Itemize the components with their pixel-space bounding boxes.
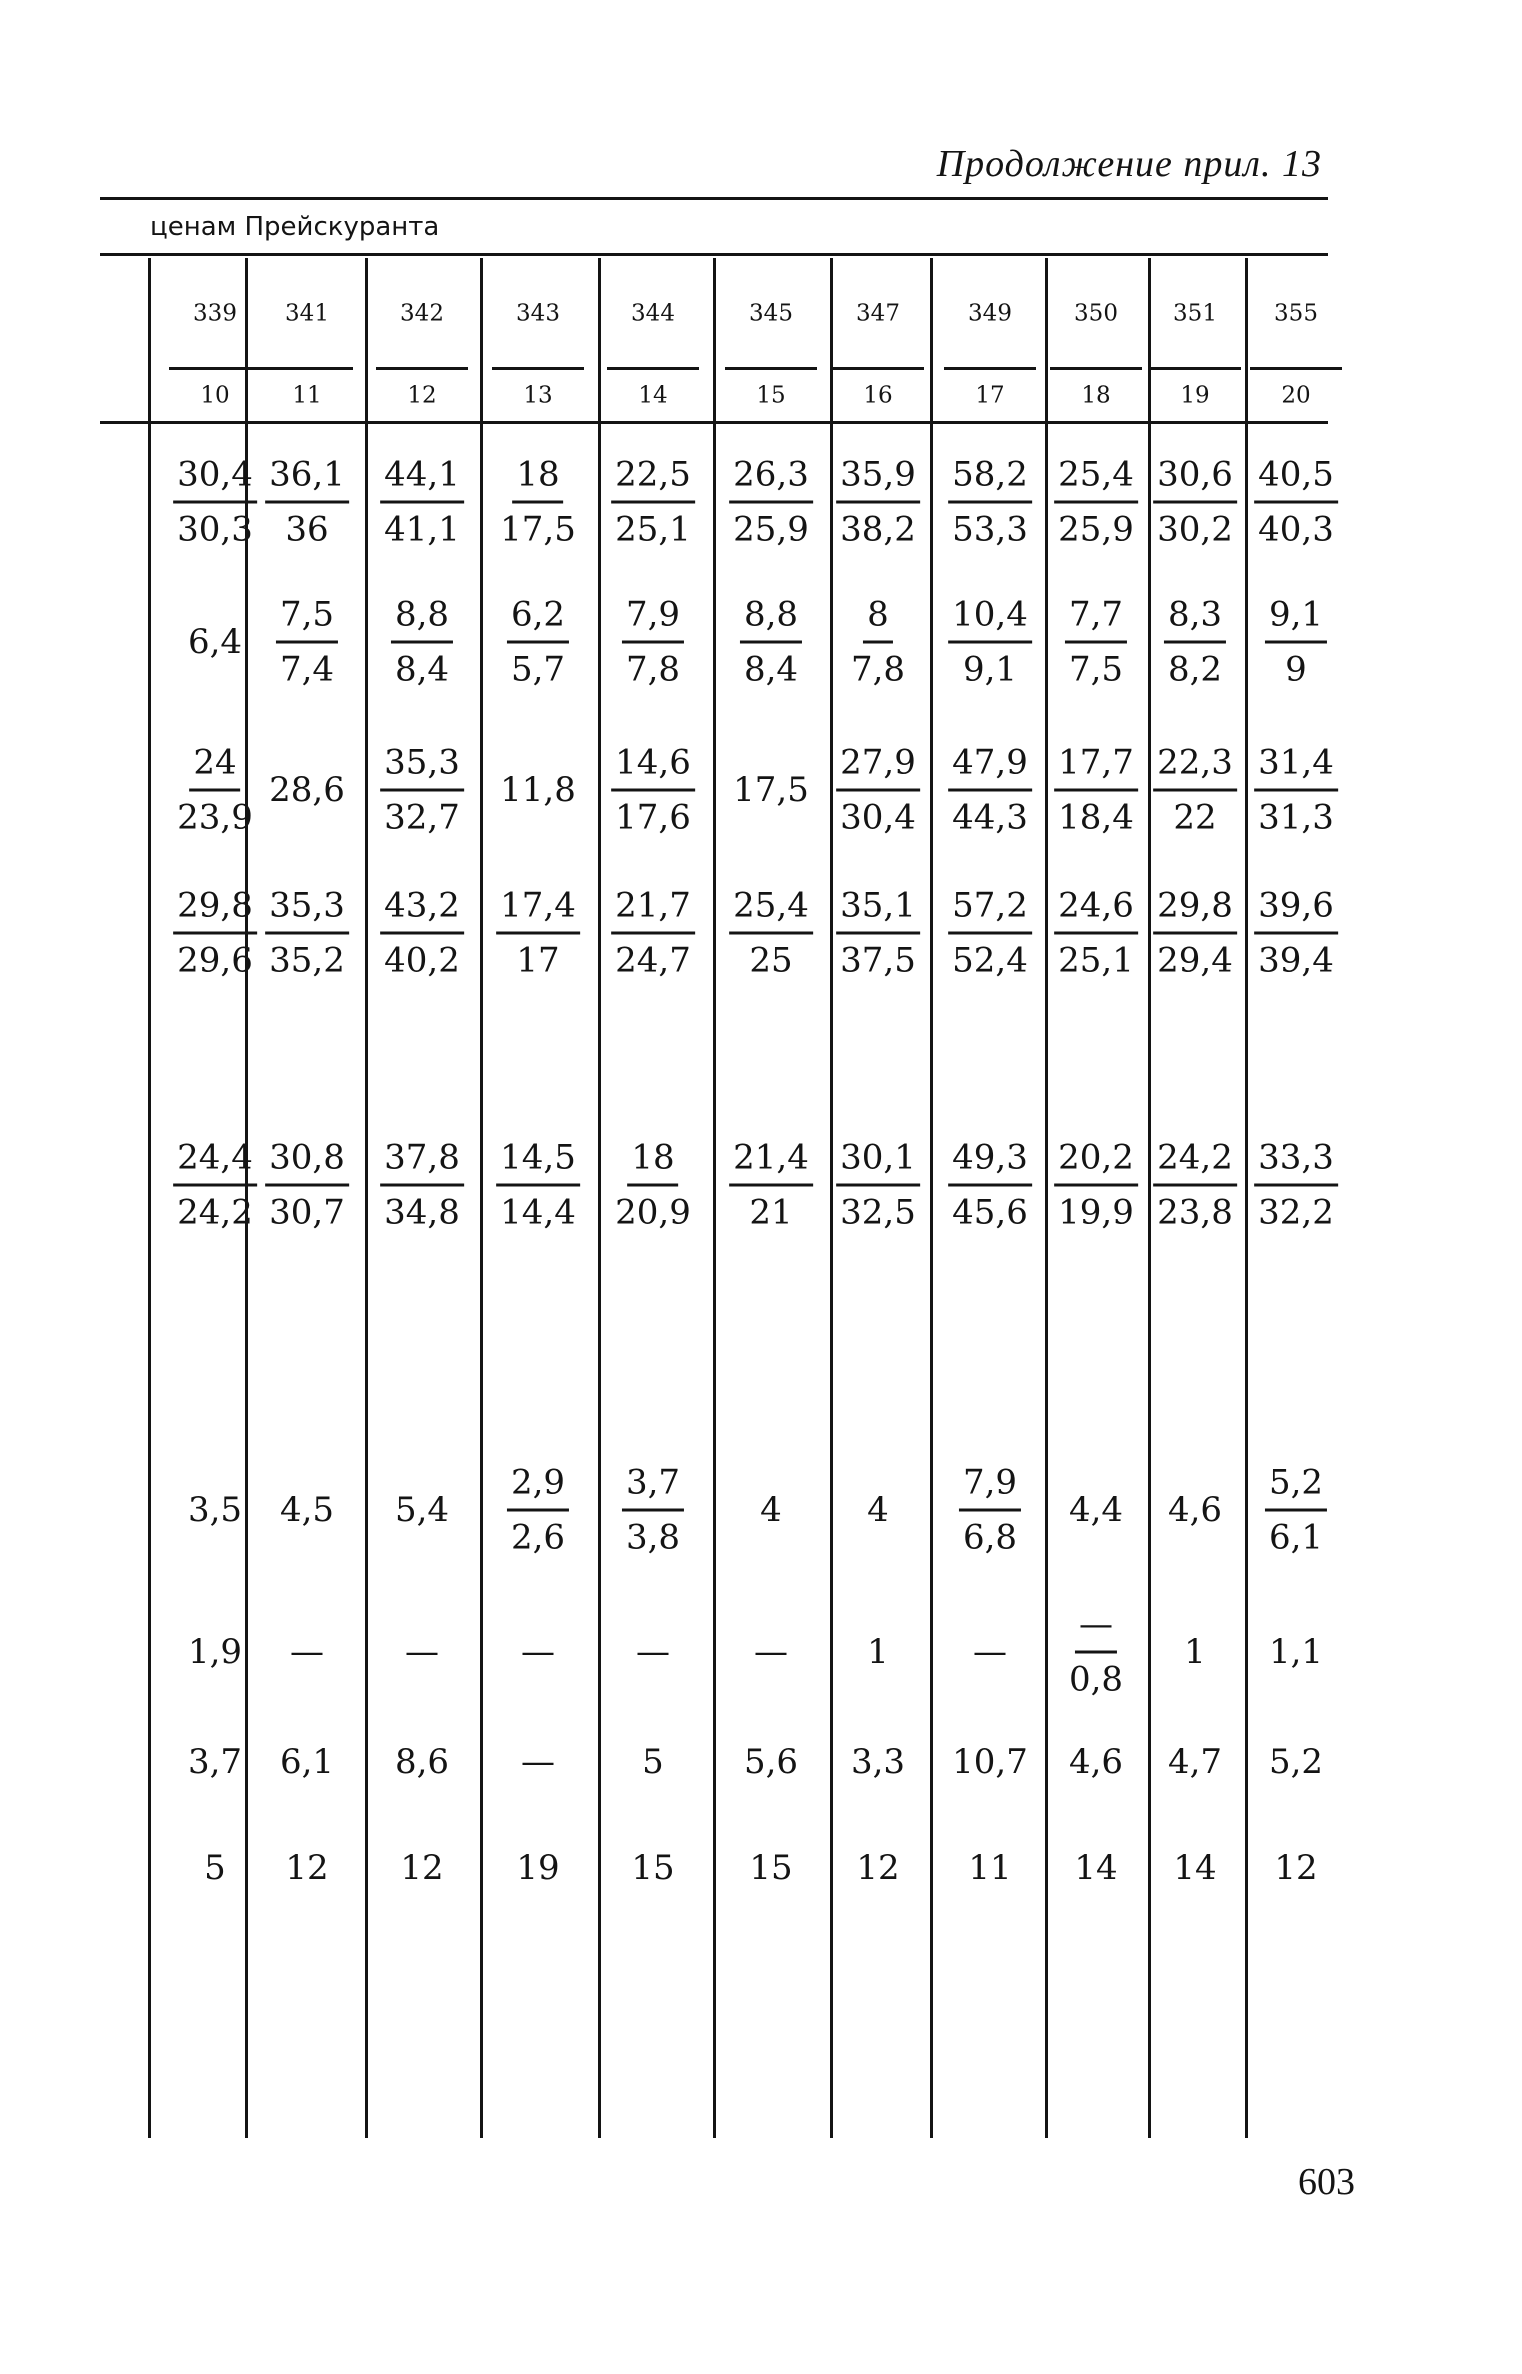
denominator: 32,5: [840, 1192, 916, 1233]
numerator: 24: [189, 746, 240, 792]
value-cell: 1,9: [187, 1632, 243, 1672]
column-code: 342: [400, 300, 444, 327]
denominator: 30,3: [177, 509, 253, 550]
table-caption: ценам Прейскуранта: [150, 212, 440, 242]
column-code: 345: [749, 300, 793, 327]
fraction-cell: [836, 1137, 920, 1233]
denominator: 29,6: [177, 940, 253, 981]
fraction-cell: [380, 454, 464, 550]
table-top-rule: [100, 197, 1328, 200]
fraction-cell: [391, 594, 453, 690]
fraction-cell: [948, 594, 1032, 690]
fraction-cell: [611, 742, 695, 838]
fraction-cell: [507, 594, 569, 690]
column-number: 15: [756, 382, 786, 409]
value-cell: 4,6: [1167, 1490, 1223, 1530]
numerator: 6,2: [507, 598, 569, 644]
column-number: 13: [523, 382, 553, 409]
denominator: 52,4: [952, 940, 1028, 981]
column-border: [480, 258, 483, 2138]
numerator: 30,1: [836, 1141, 920, 1187]
numerator: 44,1: [380, 458, 464, 504]
fraction-cell: [948, 885, 1032, 981]
column-number: 19: [1180, 382, 1210, 409]
denominator: 9,1: [962, 649, 1018, 690]
denominator: 8,4: [743, 649, 799, 690]
value-cell: 11,8: [500, 770, 576, 810]
numerator: 39,6: [1254, 889, 1338, 935]
value-cell: 4,7: [1167, 1742, 1223, 1782]
denominator: 29,4: [1157, 940, 1233, 981]
denominator: 31,3: [1258, 797, 1334, 838]
fraction-cell: [1265, 1462, 1327, 1558]
numerator: 35,9: [836, 458, 920, 504]
value-cell: —: [521, 1742, 555, 1782]
numerator: 8,3: [1164, 598, 1226, 644]
fraction-cell: [622, 1462, 684, 1558]
numerator: 57,2: [948, 889, 1032, 935]
value-cell: 5,4: [394, 1490, 450, 1530]
numerator: 30,8: [265, 1141, 349, 1187]
denominator: 0,8: [1068, 1659, 1124, 1700]
denominator: 8,4: [394, 649, 450, 690]
denominator: 2,6: [510, 1517, 566, 1558]
value-cell: —: [973, 1632, 1007, 1672]
fraction-cell: [1254, 454, 1338, 550]
value-cell: 1: [1184, 1632, 1206, 1672]
value-cell: 1,1: [1268, 1632, 1324, 1672]
numerator: 58,2: [948, 458, 1032, 504]
numerator: 22,5: [611, 458, 695, 504]
numerator: 14,5: [496, 1141, 580, 1187]
column-code: 344: [631, 300, 675, 327]
denominator: 7,8: [625, 649, 681, 690]
denominator: 17: [516, 940, 560, 981]
value-cell: 6,4: [187, 622, 243, 662]
denominator: 7,4: [279, 649, 335, 690]
fraction-cell: [265, 454, 349, 550]
numerator: 30,4: [173, 458, 257, 504]
header-divider: [725, 367, 817, 370]
fraction-cell: [496, 1137, 580, 1233]
denominator: 3,8: [625, 1517, 681, 1558]
value-cell: 12: [1274, 1848, 1318, 1888]
value-cell: 5,6: [743, 1742, 799, 1782]
numerator: 3,7: [622, 1466, 684, 1512]
denominator: 25: [749, 940, 793, 981]
fraction-cell: [959, 1462, 1021, 1558]
denominator: 23,9: [177, 797, 253, 838]
numerator: 21,4: [729, 1141, 813, 1187]
fraction-cell: [380, 742, 464, 838]
denominator: 7,5: [1068, 649, 1124, 690]
fraction-cell: [1153, 1137, 1237, 1233]
fraction-cell: [847, 594, 909, 690]
fraction-cell: [611, 1137, 695, 1233]
column-border: [148, 258, 151, 2138]
numerator: 7,5: [276, 598, 338, 644]
value-cell: 14: [1173, 1848, 1217, 1888]
denominator: 14,4: [500, 1192, 576, 1233]
denominator: 6,1: [1268, 1517, 1324, 1558]
fraction-cell: [611, 454, 695, 550]
value-cell: —: [290, 1632, 324, 1672]
denominator: 32,2: [1258, 1192, 1334, 1233]
fraction-cell: [380, 1137, 464, 1233]
numerator: 36,1: [265, 458, 349, 504]
value-cell: 4,4: [1068, 1490, 1124, 1530]
numerator: 49,3: [948, 1141, 1032, 1187]
denominator: 32,7: [384, 797, 460, 838]
numerator: 21,7: [611, 889, 695, 935]
numerator: 22,3: [1153, 746, 1237, 792]
value-cell: 15: [631, 1848, 675, 1888]
column-code: 350: [1074, 300, 1118, 327]
denominator: 45,6: [952, 1192, 1028, 1233]
denominator: 39,4: [1258, 940, 1334, 981]
fraction-cell: [173, 1137, 257, 1233]
value-cell: —: [405, 1632, 439, 1672]
value-cell: 19: [516, 1848, 560, 1888]
numerator: 24,2: [1153, 1141, 1237, 1187]
value-cell: 8,6: [394, 1742, 450, 1782]
denominator: 9: [1285, 649, 1307, 690]
denominator: 30,4: [840, 797, 916, 838]
numerator: 31,4: [1254, 746, 1338, 792]
fraction-cell: [1153, 454, 1237, 550]
column-code: 339: [193, 300, 237, 327]
value-cell: 1: [867, 1632, 889, 1672]
value-cell: 3,3: [850, 1742, 906, 1782]
numerator: 18: [512, 458, 563, 504]
denominator: 18,4: [1058, 797, 1134, 838]
numerator: 37,8: [380, 1141, 464, 1187]
value-cell: 5: [642, 1742, 664, 1782]
fraction-cell: [507, 1462, 569, 1558]
column-border: [1148, 258, 1151, 2138]
numerator: 25,4: [729, 889, 813, 935]
fraction-cell: [173, 454, 257, 550]
fraction-cell: [611, 885, 695, 981]
denominator: 25,1: [615, 509, 691, 550]
denominator: 35,2: [269, 940, 345, 981]
numerator: 17,4: [496, 889, 580, 935]
column-border: [930, 258, 933, 2138]
denominator: 41,1: [384, 509, 460, 550]
value-cell: 3,7: [187, 1742, 243, 1782]
fraction-cell: [1164, 594, 1226, 690]
value-cell: 10,7: [952, 1742, 1028, 1782]
column-number: 18: [1081, 382, 1111, 409]
header-divider: [1050, 367, 1142, 370]
numerator: 47,9: [948, 746, 1032, 792]
denominator: 30,7: [269, 1192, 345, 1233]
denominator: 24,2: [177, 1192, 253, 1233]
value-cell: 17,5: [733, 770, 809, 810]
denominator: 37,5: [840, 940, 916, 981]
denominator: 7,8: [850, 649, 906, 690]
value-cell: 15: [749, 1848, 793, 1888]
numerator: 33,3: [1254, 1141, 1338, 1187]
value-cell: —: [636, 1632, 670, 1672]
fraction-cell: [1054, 1137, 1138, 1233]
column-border: [830, 258, 833, 2138]
column-number: 14: [638, 382, 668, 409]
fraction-cell: [729, 454, 813, 550]
value-cell: —: [521, 1632, 555, 1672]
column-number: 20: [1281, 382, 1311, 409]
column-number: 12: [407, 382, 437, 409]
header-divider: [1149, 367, 1241, 370]
value-cell: 5,2: [1268, 1742, 1324, 1782]
denominator: 24,7: [615, 940, 691, 981]
fraction-cell: [265, 1137, 349, 1233]
numerator: 24,4: [173, 1141, 257, 1187]
fraction-cell: [496, 885, 580, 981]
fraction-cell: [173, 885, 257, 981]
fraction-cell: [276, 594, 338, 690]
column-border: [598, 258, 601, 2138]
value-cell: 5: [204, 1848, 226, 1888]
numerator: 25,4: [1054, 458, 1138, 504]
fraction-cell: [1054, 454, 1138, 550]
column-number: 16: [863, 382, 893, 409]
value-cell: 12: [400, 1848, 444, 1888]
denominator: 6,8: [962, 1517, 1018, 1558]
fraction-cell: [836, 454, 920, 550]
denominator: 25,9: [1058, 509, 1134, 550]
column-border: [1245, 258, 1248, 2138]
fraction-cell: [1254, 885, 1338, 981]
header-divider: [1250, 367, 1342, 370]
column-code: 355: [1274, 300, 1318, 327]
numerator: 24,6: [1054, 889, 1138, 935]
fraction-cell: [1065, 594, 1127, 690]
denominator: 25,9: [733, 509, 809, 550]
denominator: 19,9: [1058, 1192, 1134, 1233]
numerator: 40,5: [1254, 458, 1338, 504]
value-cell: 28,6: [269, 770, 345, 810]
column-number: 17: [975, 382, 1005, 409]
fraction-cell: [1153, 885, 1237, 981]
header-divider: [169, 367, 261, 370]
numerator: 8,8: [740, 598, 802, 644]
column-border: [365, 258, 368, 2138]
denominator: 53,3: [952, 509, 1028, 550]
header-divider: [832, 367, 924, 370]
value-cell: 12: [285, 1848, 329, 1888]
fraction-cell: [1054, 885, 1138, 981]
fraction-cell: [496, 454, 580, 550]
numerator: 2,9: [507, 1466, 569, 1512]
fraction-cell: [1153, 742, 1237, 838]
value-cell: 4,6: [1068, 1742, 1124, 1782]
denominator: 5,7: [510, 649, 566, 690]
numerator: 43,2: [380, 889, 464, 935]
denominator: 40,3: [1258, 509, 1334, 550]
header-divider: [261, 367, 353, 370]
fraction-cell: [173, 742, 257, 838]
denominator: 20,9: [615, 1192, 691, 1233]
numerator: 8,8: [391, 598, 453, 644]
denominator: 23,8: [1157, 1192, 1233, 1233]
numerator: 35,1: [836, 889, 920, 935]
page-number: 603: [1298, 2161, 1355, 2203]
numerator: 17,7: [1054, 746, 1138, 792]
fraction-cell: [1054, 742, 1138, 838]
value-cell: 14: [1074, 1848, 1118, 1888]
numerator: 14,6: [611, 746, 695, 792]
numerator: 7,9: [959, 1466, 1021, 1512]
numerator: 7,7: [1065, 598, 1127, 644]
fraction-cell: [729, 1137, 813, 1233]
value-cell: 3,5: [187, 1490, 243, 1530]
fraction-cell: [622, 594, 684, 690]
header-top-rule: [100, 253, 1328, 256]
numerator: 20,2: [1054, 1141, 1138, 1187]
denominator: 17,6: [615, 797, 691, 838]
value-cell: 12: [856, 1848, 900, 1888]
fraction-cell: [380, 885, 464, 981]
denominator: 8,2: [1167, 649, 1223, 690]
denominator: 34,8: [384, 1192, 460, 1233]
page-heading: Продолжение прил. 13: [936, 143, 1322, 185]
denominator: 40,2: [384, 940, 460, 981]
header-divider: [376, 367, 468, 370]
denominator: 25,1: [1058, 940, 1134, 981]
numerator: 10,4: [948, 598, 1032, 644]
fraction-cell: [836, 885, 920, 981]
denominator: 17,5: [500, 509, 576, 550]
column-code: 351: [1173, 300, 1217, 327]
numerator: 30,6: [1153, 458, 1237, 504]
fraction-cell: [948, 1137, 1032, 1233]
value-cell: 11: [968, 1848, 1012, 1888]
denominator: 38,2: [840, 509, 916, 550]
fraction-cell: [1065, 1604, 1127, 1700]
fraction-cell: [948, 742, 1032, 838]
fraction-cell: [948, 454, 1032, 550]
numerator: 26,3: [729, 458, 813, 504]
numerator: 7,9: [622, 598, 684, 644]
numerator: 9,1: [1265, 598, 1327, 644]
numerator: 35,3: [380, 746, 464, 792]
denominator: 36: [285, 509, 329, 550]
fraction-cell: [836, 742, 920, 838]
column-number: 11: [292, 382, 322, 409]
header-divider: [607, 367, 699, 370]
value-cell: 6,1: [279, 1742, 335, 1782]
denominator: 44,3: [952, 797, 1028, 838]
denominator: 30,2: [1157, 509, 1233, 550]
denominator: 22: [1173, 797, 1217, 838]
numerator: 5,2: [1265, 1466, 1327, 1512]
fraction-cell: [729, 885, 813, 981]
column-border: [713, 258, 716, 2138]
numerator: 29,8: [173, 889, 257, 935]
fraction-cell: [1254, 1137, 1338, 1233]
column-code: 343: [516, 300, 560, 327]
numerator: 8: [863, 598, 893, 644]
numerator: 18: [627, 1141, 678, 1187]
fraction-cell: [1254, 742, 1338, 838]
column-number: 10: [200, 382, 230, 409]
value-cell: 4: [760, 1490, 782, 1530]
numerator: 35,3: [265, 889, 349, 935]
value-cell: 4: [867, 1490, 889, 1530]
header-divider: [944, 367, 1036, 370]
column-border: [1045, 258, 1048, 2138]
column-code: 349: [968, 300, 1012, 327]
fraction-cell: [1265, 594, 1327, 690]
header-divider: [492, 367, 584, 370]
value-cell: 4,5: [279, 1490, 335, 1530]
numerator: —: [1075, 1608, 1117, 1654]
fraction-cell: [740, 594, 802, 690]
value-cell: —: [754, 1632, 788, 1672]
column-code: 347: [856, 300, 900, 327]
column-code: 341: [285, 300, 329, 327]
numerator: 29,8: [1153, 889, 1237, 935]
numerator: 27,9: [836, 746, 920, 792]
fraction-cell: [265, 885, 349, 981]
denominator: 21: [749, 1192, 793, 1233]
